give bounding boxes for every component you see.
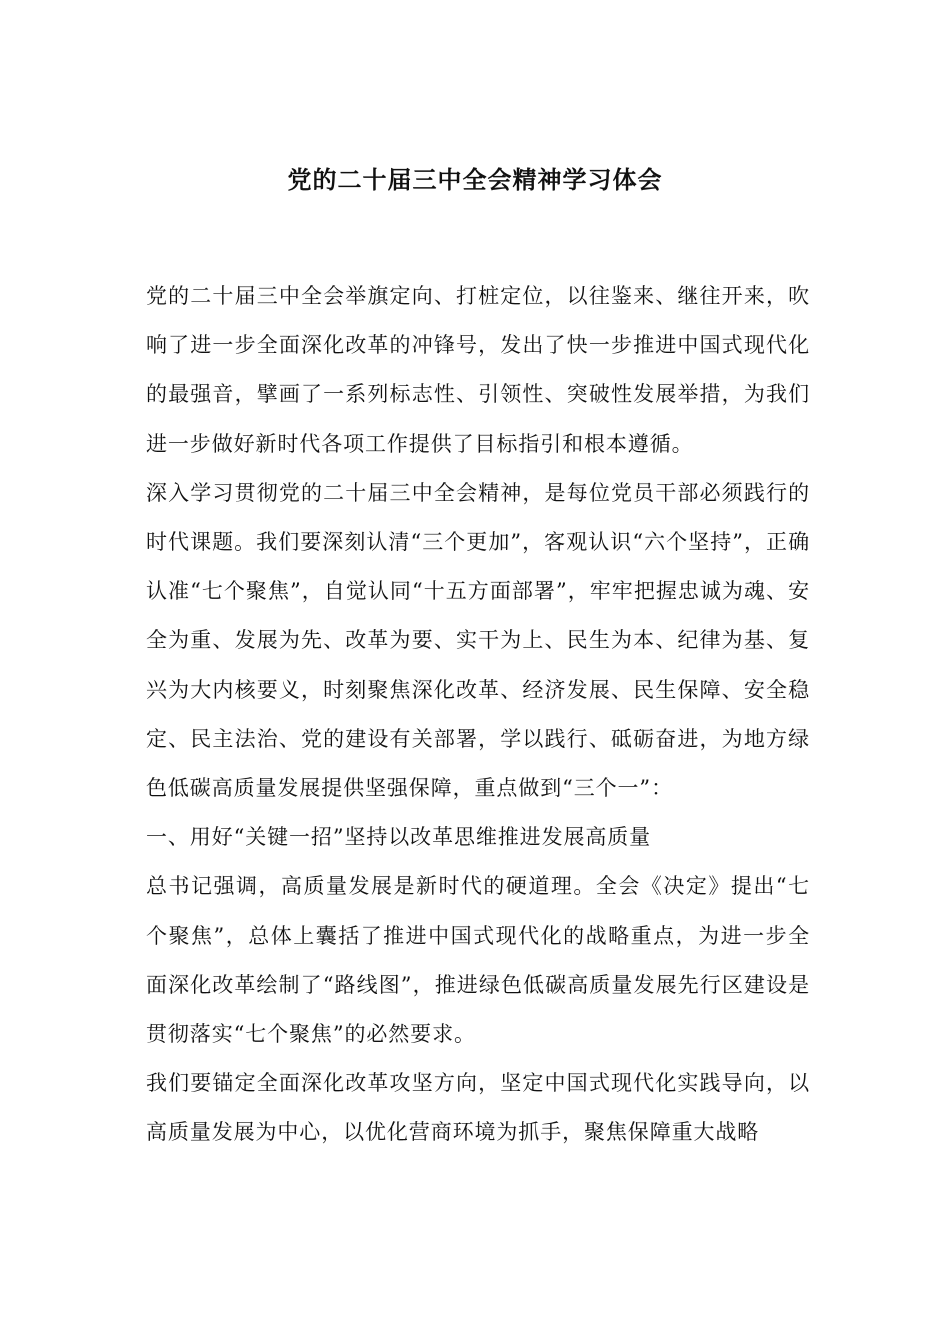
paragraph-intro: 党的二十届三中全会举旗定向、打桩定位，以往鉴来、继往开来，吹响了进一步全面深化改革的冲锋号，发出了快一步推进中国式现代化的最强音，擘画了一系列标志性、引领性、突破性发展举措，为我们进一步做好新时代各项工作提供了目标指引和根本遵循。: [146, 284, 810, 456]
document-title: 党的二十届三中全会精神学习体会: [287, 165, 663, 194]
paragraph-quality-development: 总书记强调，高质量发展是新时代的硬道理。全会《决定》提出“七个聚焦”，总体上囊括了推进中国式现代化的战略重点，为进一步全面深化改革绘制了“路线图”，推进绿色低碳高质量发展先行区建设是贯彻落实“七个聚焦”的必然要求。: [146, 874, 810, 1047]
paragraph-reform-direction: 我们要锚定全面深化改革攻坚方向，坚定中国式现代化实践导向，以高质量发展为中心，以优化营商环境为抓手，聚焦保障重大战略: [146, 1071, 810, 1145]
section-heading-1: 一、用好“关键一招”坚持以改革思维推进发展高质量: [146, 825, 652, 850]
paragraph-study: 深入学习贯彻党的二十届三中全会精神，是每位党员干部必须践行的时代课题。我们要深刻认清“三个更加”，客观认识“六个坚持”，正确认准“七个聚焦”，自觉认同“十五方面部署”，牢牢把握忠诚为魂、安全为重、发展为先、改革为要、实干为上、民生为本、纪律为基、复兴为大内核要义，时刻聚焦深化改革、经济发展、民生保障、安全稳定、民主法治、党的建设有关部署，学以践行、砥砺奋进，为地方绿色低碳高质量发展提供坚强保障，重点做到“三个一”：: [146, 480, 810, 801]
document-body: [146, 272, 810, 1158]
